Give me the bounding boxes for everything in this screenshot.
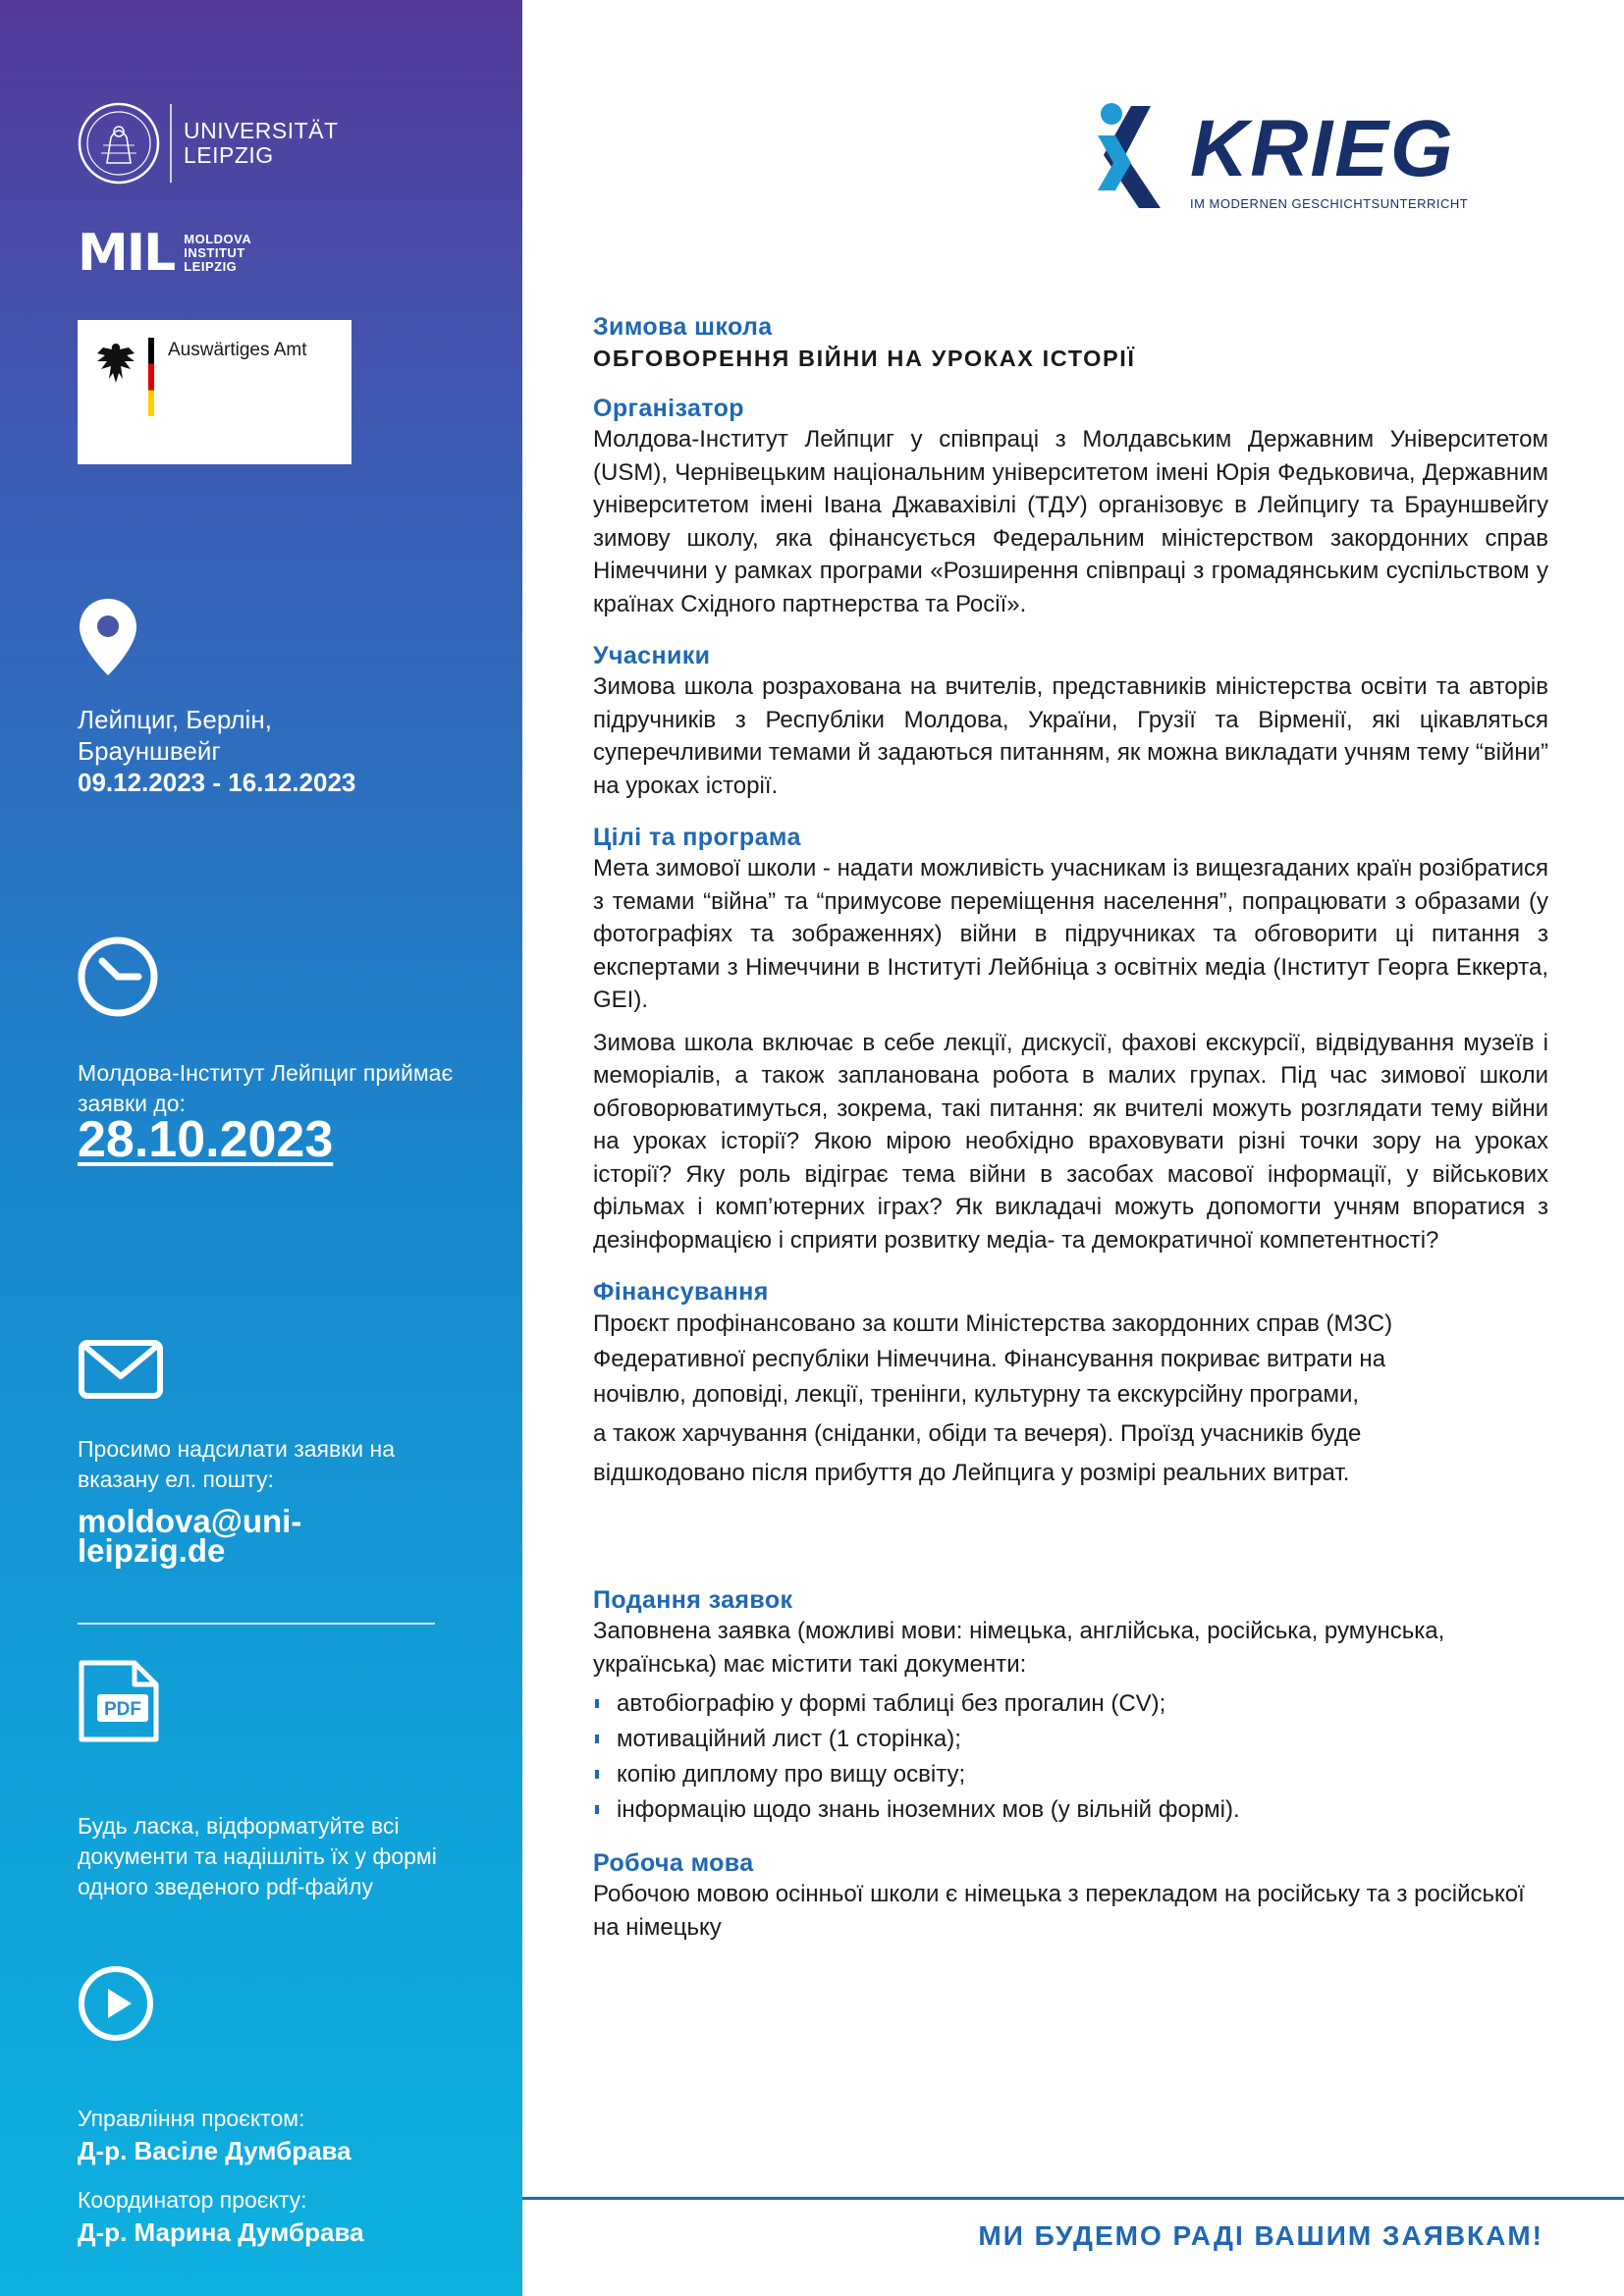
coordinator-block bbox=[78, 2185, 364, 2248]
participants-section bbox=[593, 641, 1548, 802]
funding-line5: відшкодовано після прибуття до Лейпцига у розмірі реальних витрат. bbox=[593, 1460, 1350, 1486]
organizer-text: Молдова-Інститут Лейпциг у співпраці з Молдавським Державним Університетом (USM), Чернівецьким національним університетом імені Юрія Федьковича, Державним університетом імені Івана Джавахівілі (ТДУ) організовує в Лейпцигу та Брауншвейгу зимову школу, яка фінансується Федеральним міністерством закордонних справ Німеччини у рамках програми «Розширення співпраці з громадянським суспільством у країнах Східного партнерства та Росії». bbox=[593, 426, 1548, 617]
play-icon bbox=[78, 1965, 154, 2042]
university-name-line1: UNIVERSITÄT bbox=[184, 118, 339, 143]
organizer-section bbox=[593, 394, 1548, 620]
pdf-instructions bbox=[78, 1811, 437, 1902]
contact-label-line2: вказану ел. пошту: bbox=[78, 1467, 274, 1492]
mil-line3: LEIPZIG bbox=[184, 259, 238, 274]
goals-text-1: Мета зимової школи - надати можливість учасникам із вищезгаданих країн розібратися з темами “війна” та “примусове переміщення населення”, попрацювати з образами (у фотографіях та зображеннях) війни в підручниках та обговорити ці питання з експертами з Німеччини в Інституті Лейбніца з освітніх медіа (Інститут Георга Еккерта, GEI). bbox=[593, 855, 1548, 1013]
participants-heading: Учасники bbox=[593, 642, 711, 669]
krieg-wordmark: KRIEG bbox=[1190, 104, 1455, 193]
contact-label-line1: Просимо надсилати заявки на bbox=[78, 1436, 395, 1462]
email-line1[interactable]: moldova@uni- bbox=[78, 1503, 302, 1539]
funding-line3: ночівлю, доповіді, лекції, тренінги, культурну та екскурсійну програми, bbox=[593, 1381, 1360, 1408]
pdf-file-icon bbox=[78, 1659, 160, 1743]
goals-heading: Цілі та програма bbox=[593, 824, 801, 851]
location-places-line1: Лейпциг, Берлін, bbox=[78, 705, 272, 734]
footer-divider bbox=[522, 2197, 1624, 2200]
location-block bbox=[78, 704, 355, 798]
auswaertiges-amt-text: Auswärtiges Amt bbox=[168, 340, 307, 360]
goals-section bbox=[593, 823, 1548, 1256]
mil-line1: MOLDOVA bbox=[184, 232, 252, 246]
location-pin-icon bbox=[78, 597, 138, 677]
mil-mark: MIL bbox=[78, 224, 175, 283]
clock-icon bbox=[78, 936, 158, 1017]
deadline-block bbox=[78, 1058, 454, 1168]
application-documents-list bbox=[593, 1686, 1548, 1828]
coordinator-label: Координатор проєкту: bbox=[78, 2187, 307, 2213]
list-item: інформацію щодо знань іноземних мов (у вільній формі). bbox=[593, 1792, 1548, 1828]
management-label: Управління проєктом: bbox=[78, 2106, 305, 2131]
application-text: Заповнена заявка (можливі мови: німецька, англійська, російська, румунська, українська) має містити такі документи: bbox=[593, 1618, 1445, 1678]
participants-text: Зимова школа розрахована на вчителів, представників міністерства освіти та авторів підручників з Республіки Молдова, України, Грузії та Вірменії, які цікавляться суперечливими темами й задаються питанням, як можна викладати учням тему “війни” на уроках історії. bbox=[593, 673, 1548, 799]
deadline-label-line1: Молдова-Інститут Лейпциг приймає bbox=[78, 1060, 454, 1086]
krieg-emblem-icon bbox=[1092, 100, 1186, 216]
logo-divider bbox=[170, 104, 172, 183]
language-heading: Робоча мова bbox=[593, 1849, 754, 1877]
pdf-text-line1: Будь ласка, відформатуйте всі bbox=[78, 1813, 400, 1839]
funding-line2: Федеративної республіки Німеччина. Фінансування покриває витрати на bbox=[593, 1346, 1386, 1372]
krieg-subtitle: IM MODERNEN GESCHICHTSUNTERRICHT bbox=[1190, 196, 1469, 211]
auswaertiges-amt-logo bbox=[78, 320, 352, 464]
funding-section bbox=[593, 1277, 1548, 1491]
university-name-line2: LEIPZIG bbox=[184, 142, 274, 168]
language-section bbox=[593, 1848, 1548, 1944]
main-content bbox=[593, 312, 1548, 1944]
event-kicker: Зимова школа bbox=[593, 313, 773, 341]
management-block bbox=[78, 2104, 352, 2166]
krieg-logo bbox=[1092, 100, 1485, 218]
sidebar bbox=[0, 0, 522, 2296]
pdf-text-line2: документи та надішліть їх у формі bbox=[78, 1843, 437, 1869]
contact-email-link[interactable] bbox=[78, 1503, 395, 1569]
pdf-text-line3: одного зведеного pdf-файлу bbox=[78, 1874, 373, 1899]
funding-line4: а також харчування (сніданки, обіди та вечеря). Проїзд учасників буде bbox=[593, 1420, 1362, 1447]
location-places-line2: Брауншвейг bbox=[78, 736, 221, 766]
university-seal-icon bbox=[78, 102, 160, 185]
mil-line2: INSTITUT bbox=[184, 245, 245, 260]
coordinator-name: Д-р. Марина Думбрава bbox=[78, 2217, 364, 2247]
language-text: Робочою мовою осінньої школи є німецька з перекладом на російську та з російської на німецьку bbox=[593, 1881, 1525, 1941]
list-item: мотиваційний лист (1 сторінка); bbox=[593, 1722, 1548, 1757]
mil-logo bbox=[78, 224, 252, 283]
pdf-icon-label: PDF bbox=[104, 1699, 141, 1720]
footer-slogan: МИ БУДЕМО РАДІ ВАШИМ ЗАЯВКАМ! bbox=[978, 2220, 1543, 2251]
application-heading: Подання заявок bbox=[593, 1586, 793, 1614]
contact-block bbox=[78, 1434, 395, 1569]
sidebar-divider bbox=[78, 1623, 435, 1625]
application-section bbox=[593, 1585, 1548, 1828]
university-leipzig-logo bbox=[78, 102, 339, 185]
funding-heading: Фінансування bbox=[593, 1278, 769, 1306]
list-item: автобіографію у формі таблиці без прогалин (CV); bbox=[593, 1686, 1548, 1722]
funding-text bbox=[593, 1307, 1548, 1491]
organizer-heading: Організатор bbox=[593, 395, 744, 422]
deadline-label-line2: заявки до: bbox=[78, 1091, 186, 1116]
management-name: Д-р. Васіле Думбрава bbox=[78, 2136, 352, 2165]
funding-line1: Проєкт профінансовано за кошти Міністерства закордонних справ (МЗС) bbox=[593, 1310, 1393, 1337]
list-item: копію диплому про вищу освіту; bbox=[593, 1757, 1548, 1792]
goals-text-2: Зимова школа включає в себе лекції, дискусії, фахові екскурсії, відвідування музеїв і меморіалів, а також запланована робота в малих групах. Під час зимової школи обговорюватимуться, зокрема, такі питання: як вчителі можуть розглядати тему війни на уроках історії? Якою мірою необхідно враховувати різні точки зору на уроках історії? Яку роль відіграє тема війни в засобах масової інформації, у військових фільмах і комп’ютерних іграх? Як викладачі можуть допомогти учням впоратися з дезінформацією і сприяти розвитку медіа- та демократичної компетентності? bbox=[593, 1029, 1548, 1254]
envelope-icon bbox=[78, 1339, 164, 1400]
email-line2[interactable]: leipzig.de bbox=[78, 1532, 226, 1569]
german-flag-stripe bbox=[148, 338, 154, 416]
eagle-icon bbox=[93, 340, 138, 389]
deadline-date: 28.10.2023 bbox=[78, 1111, 334, 1168]
event-title: ОБГОВОРЕННЯ ВІЙНИ НА УРОКАХ ІСТОРІЇ bbox=[593, 346, 1136, 371]
event-dates: 09.12.2023 - 16.12.2023 bbox=[78, 768, 356, 797]
